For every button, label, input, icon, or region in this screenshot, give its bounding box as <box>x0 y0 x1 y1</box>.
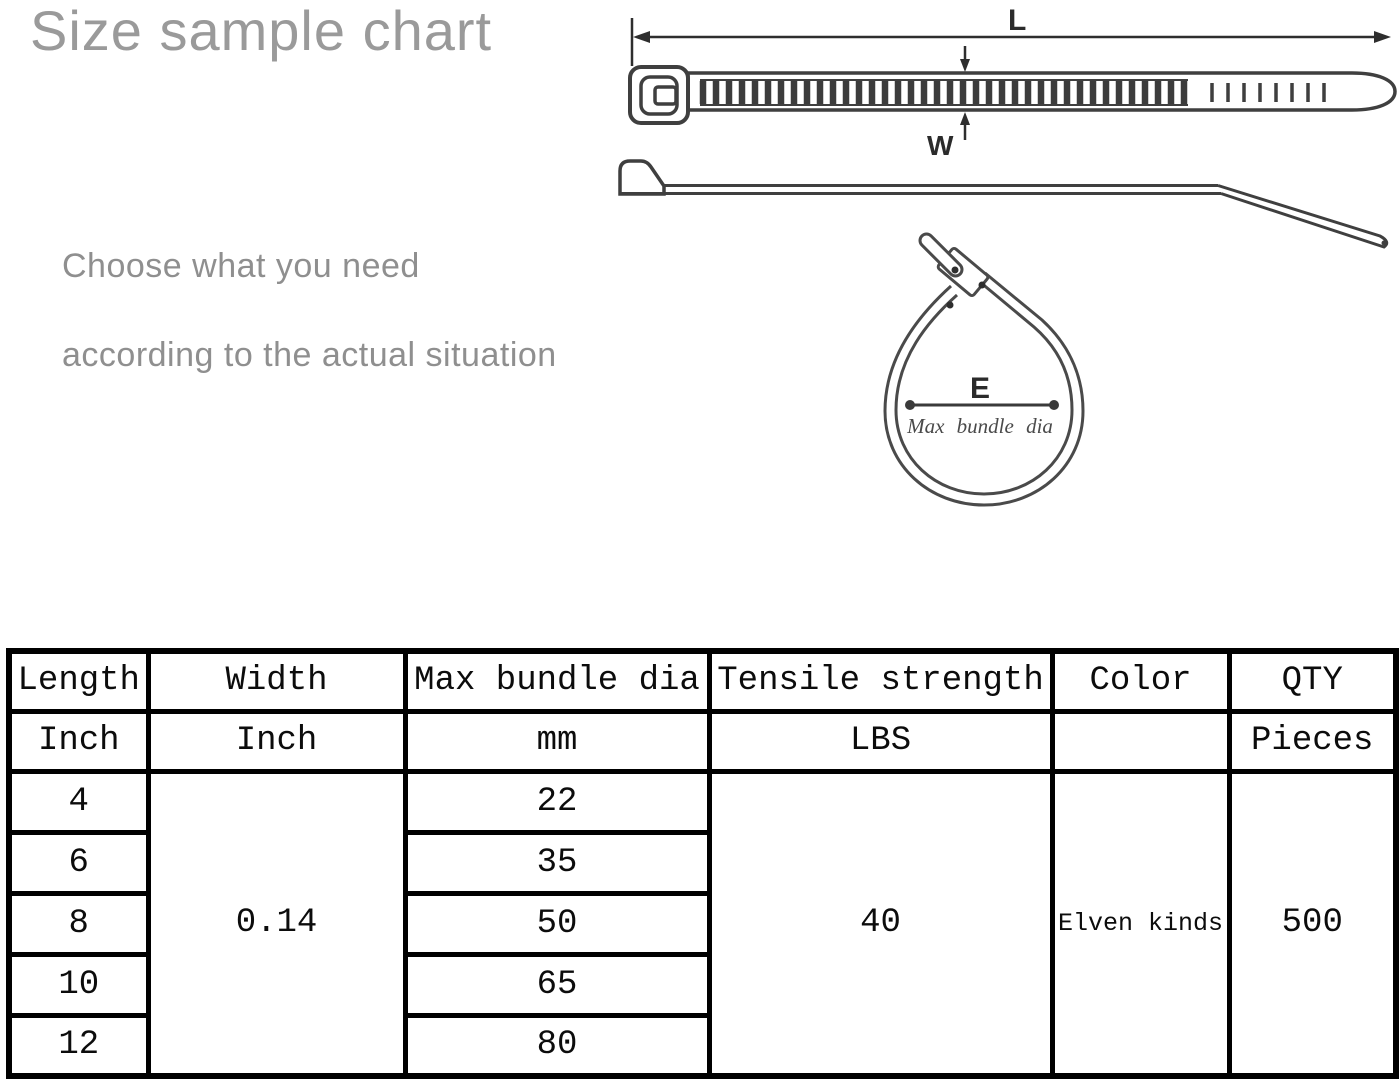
page-title: Size sample chart <box>30 0 493 62</box>
unit-width: Inch <box>148 711 405 771</box>
cell-max-bundle-dia: 80 <box>405 1015 709 1076</box>
cell-max-bundle-dia: 50 <box>405 893 709 954</box>
subtitle-line-1: Choose what you need <box>62 247 420 285</box>
dimension-W-label: W <box>927 130 954 161</box>
table-unit-row <box>9 711 1396 771</box>
subtitle-line-2: according to the actual situation <box>62 336 557 374</box>
col-header-color: Color <box>1052 651 1229 711</box>
size-table <box>6 648 1399 1079</box>
col-header-length: Length <box>9 651 148 711</box>
unit-max-bundle-dia: mm <box>405 711 709 771</box>
cell-color-merged: Elven kinds <box>1052 771 1229 1076</box>
cell-width-merged: 0.14 <box>148 771 405 1076</box>
col-header-tensile-strength: Tensile strength <box>709 651 1052 711</box>
cell-length: 8 <box>9 893 148 954</box>
cable-tie-loop-view <box>885 231 1083 505</box>
unit-color <box>1052 711 1229 771</box>
cell-qty-merged: 500 <box>1229 771 1396 1076</box>
cell-tensile-strength-merged: 40 <box>709 771 1052 1076</box>
unit-tensile-strength: LBS <box>709 711 1052 771</box>
dimension-L-label: L <box>1008 4 1027 37</box>
table-row <box>9 771 1396 832</box>
col-header-max-bundle-dia: Max bundle dia <box>405 651 709 711</box>
cell-length: 6 <box>9 832 148 893</box>
max-bundle-dia-caption: Max bundle dia <box>907 414 1053 438</box>
col-header-width: Width <box>148 651 405 711</box>
unit-length: Inch <box>9 711 148 771</box>
table-header-row <box>9 651 1396 711</box>
cell-max-bundle-dia: 22 <box>405 771 709 832</box>
col-header-qty: QTY <box>1229 651 1396 711</box>
cell-length: 10 <box>9 954 148 1015</box>
cable-tie-top-view <box>630 67 1395 123</box>
cell-length: 12 <box>9 1015 148 1076</box>
cell-length: 4 <box>9 771 148 832</box>
cable-tie-diagram <box>600 0 1399 560</box>
cell-max-bundle-dia: 35 <box>405 832 709 893</box>
cable-tie-side-view <box>620 161 1387 247</box>
unit-qty: Pieces <box>1229 711 1396 771</box>
cell-max-bundle-dia: 65 <box>405 954 709 1015</box>
dimension-E-label: E <box>970 372 991 405</box>
